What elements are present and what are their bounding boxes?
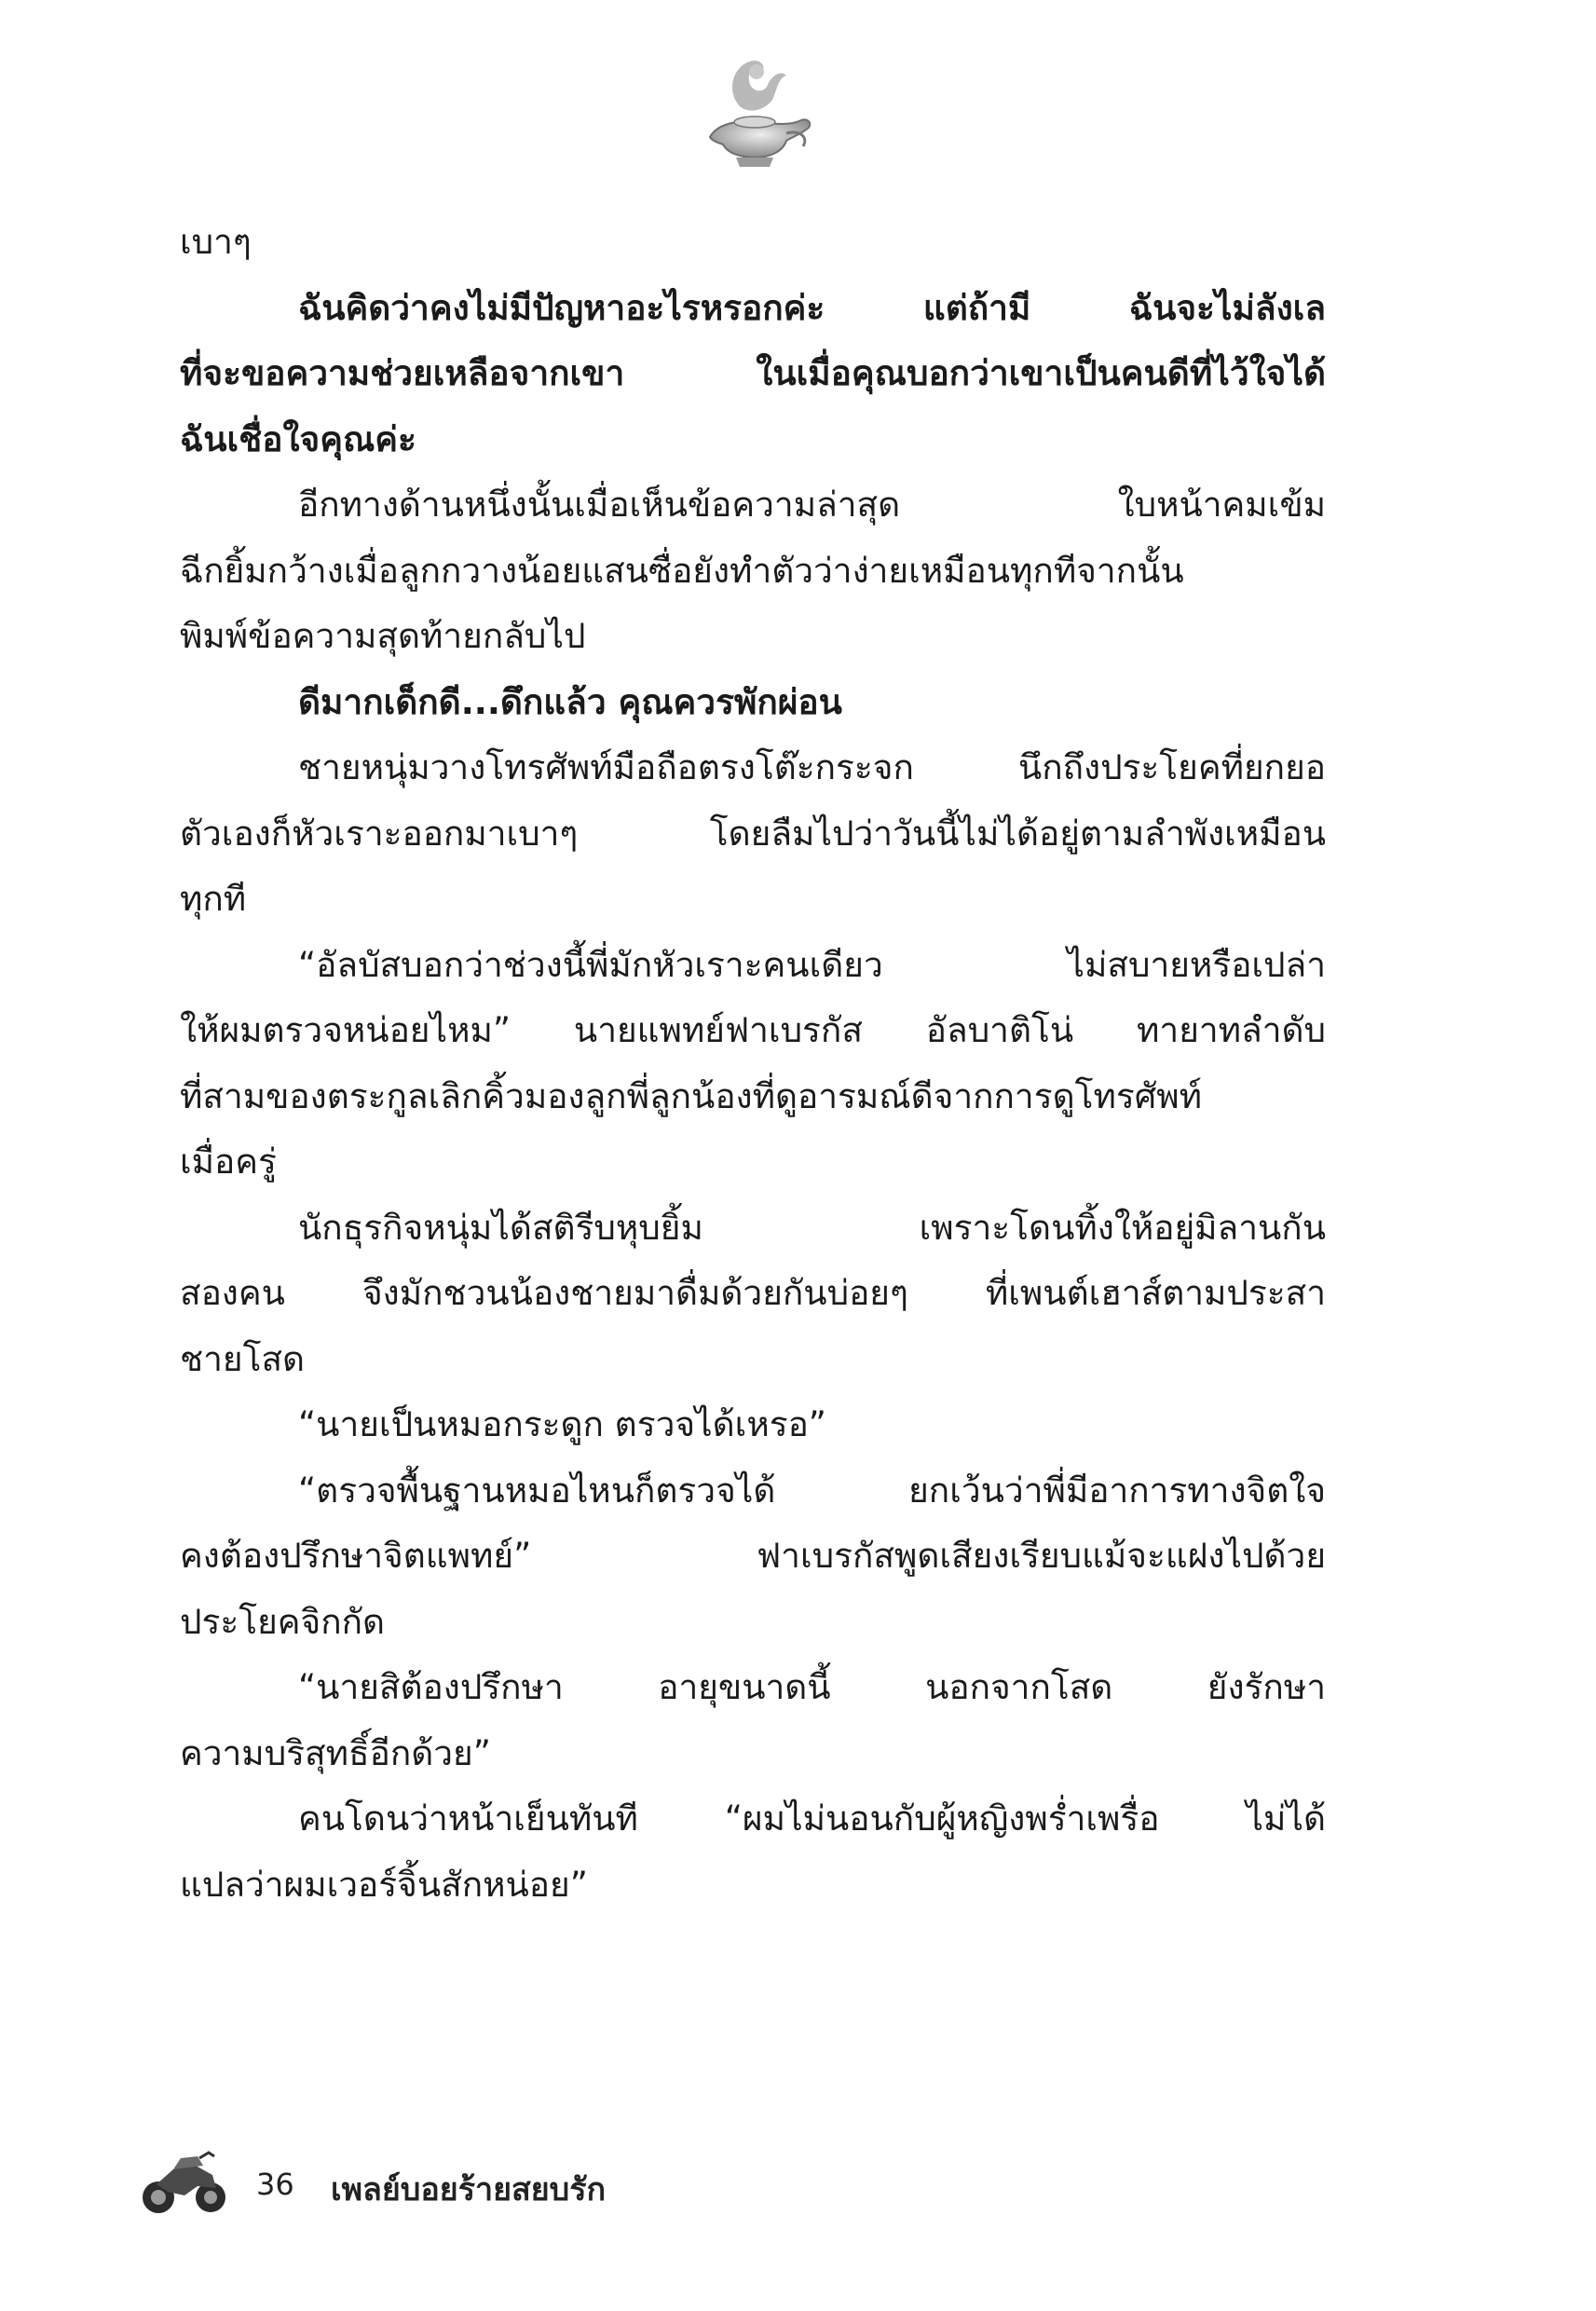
text-line: พิมพ์ข้อความสุดท้ายกลับไป [180,616,586,656]
text-line: ให้ผมตรวจหน่อยไหม” นายแพทย์ฟาเบรกัส อัลบาติโน่ ทายาทลำดับ [180,1010,1326,1050]
text-line: แปลว่าผมเวอร์จิ้นสักหน่อย” [180,1864,588,1905]
text-line: ที่สามของตระกูลเลิกคิ้วมองลูกพี่ลูกน้องที่ดูอารมณ์ดีจากการดูโทรศัพท์ [180,1075,1202,1116]
magic-lamp-icon [689,51,820,172]
text-line: ดีมากเด็กดี...ดึกแล้ว คุณควรพักผ่อน [298,681,842,722]
motorcycle-icon [140,2143,228,2222]
text-line: ตัวเองก็หัวเราะออกมาเบาๆ โดยลืมไปว่าวันนี้ไม่ได้อยู่ตามลำพังเหมือน [180,813,1326,854]
text-line: ชายหนุ่มวางโทรศัพท์มือถือตรงโต๊ะกระจก นึกถึงประโยคที่ยกยอ [298,747,1326,787]
page-footer [140,2143,792,2227]
text-line: “ตรวจพื้นฐานหมอไหนก็ตรวจได้ ยกเว้นว่าพี่มีอาการทางจิตใจ [298,1470,1326,1511]
text-line: ที่จะขอความช่วยเหลือจากเขา ในเมื่อคุณบอกว่าเขาเป็นคนดีที่ไว้ใจได้ [180,353,1326,393]
book-title: เพลย์บอยร้ายสยบรัก [331,2171,607,2208]
text-line: ฉันเชื่อใจคุณค่ะ [180,418,416,459]
text-line: ชายโสด [180,1338,306,1379]
text-line: “นายสิต้องปรึกษา อายุขนาดนี้ นอกจากโสด ยังรักษา [298,1667,1326,1707]
text-line: นักธุรกิจหนุ่มได้สติรีบหุบยิ้ม เพราะโดนทิ้งให้อยู่มิลานกัน [298,1207,1326,1248]
text-line: ทุกที [180,879,247,919]
page-number: 36 [256,2167,294,2202]
text-line: ความบริสุทธิ์อีกด้วย” [180,1732,491,1773]
text-line: ฉีกยิ้มกว้างเมื่อลูกกวางน้อยแสนซื่อยังทำตัวว่าง่ายเหมือนทุกทีจากนั้น [180,550,1184,591]
body-text [180,210,1326,1918]
text-line: “นายเป็นหมอกระดูก ตรวจได้เหรอ” [298,1404,826,1444]
text-line: เมื่อครู่ [180,1142,277,1182]
text-line: เบาๆ [180,222,252,262]
text-line: “อัลบัสบอกว่าช่วงนี้พี่มักหัวเราะคนเดียว ไม่สบายหรือเปล่า [298,944,1326,985]
text-line: อีกทางด้านหนึ่งนั้นเมื่อเห็นข้อความล่าสุด ใบหน้าคมเข้ม [298,485,1326,525]
text-line: ประโยคจิกกัด [180,1601,386,1642]
text-line: คนโดนว่าหน้าเย็นทันที “ผมไม่นอนกับผู้หญิงพร่ำเพรื่อ ไม่ได้ [298,1798,1326,1839]
text-line: ฉันคิดว่าคงไม่มีปัญหาอะไรหรอกค่ะ แต่ถ้ามี ฉันจะไม่ลังเล [298,287,1326,328]
text-line: สองคน จึงมักชวนน้องชายมาดื่มด้วยกันบ่อยๆ ที่เพนต์เฮาส์ตามประสา [180,1273,1326,1313]
text-line: คงต้องปรึกษาจิตแพทย์” ฟาเบรกัสพูดเสียงเรียบแม้จะแฝงไปด้วย [180,1536,1326,1576]
